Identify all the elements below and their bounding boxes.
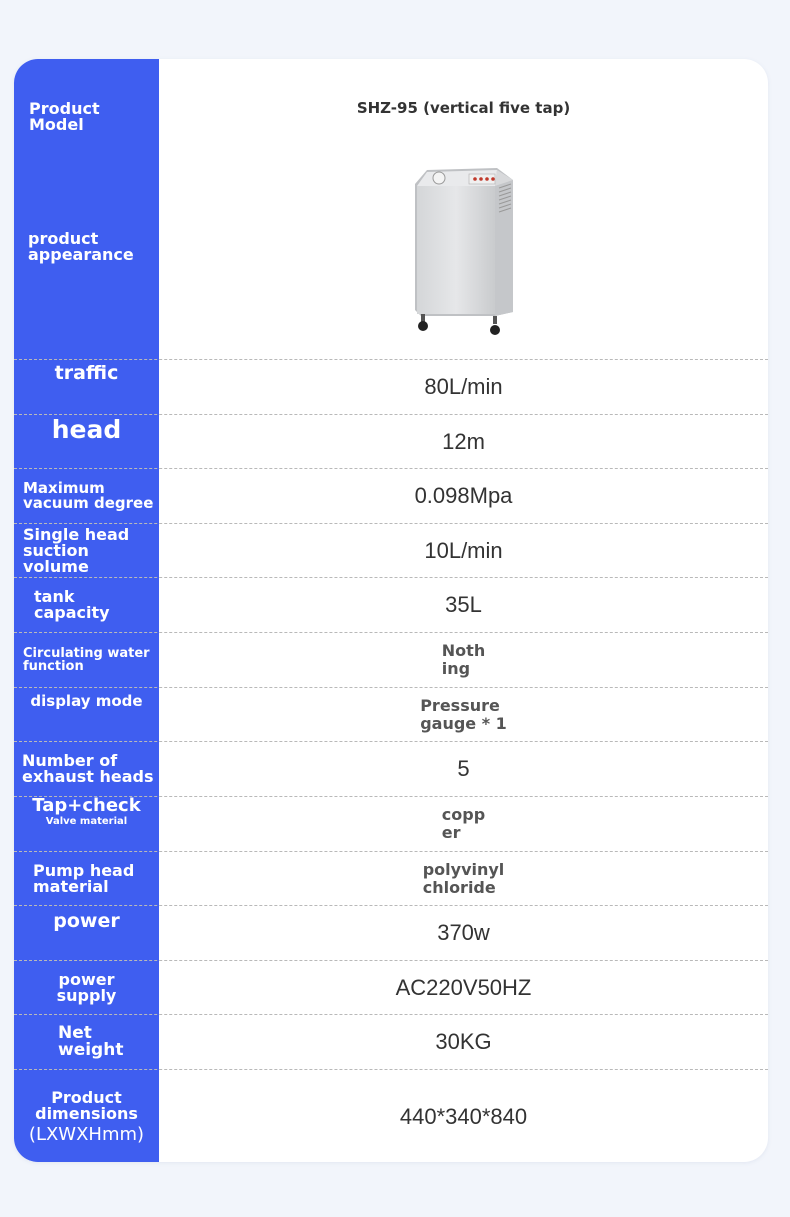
row-vacuum (14, 468, 768, 523)
value-line: ing (441, 659, 471, 678)
row-circulating (14, 632, 768, 687)
label-line: Single head (23, 525, 130, 544)
label-line: exhaust heads (22, 767, 154, 786)
value-vacuum: 0.098Mpa (414, 483, 513, 508)
label-line: Product (51, 1087, 122, 1107)
value-valve-material (159, 797, 768, 851)
value-head: 12m (442, 429, 485, 454)
label-appearance (14, 209, 159, 284)
row-power (14, 905, 768, 960)
row-exhaust (14, 741, 768, 796)
label-traffic: traffic (54, 362, 119, 384)
label-line: Pump head (33, 861, 135, 880)
label-line: supply (56, 986, 117, 1005)
value-line: Pressure (420, 696, 500, 716)
label-line: suction volume (23, 541, 89, 576)
row-net-weight (14, 1014, 768, 1069)
label-line: Circulating water (23, 646, 150, 661)
row-head (14, 414, 768, 469)
value-power-supply: AC220V50HZ (395, 975, 532, 1000)
row-tank (14, 577, 768, 632)
row-pump-head (14, 851, 768, 906)
label-power: power (53, 910, 120, 932)
value-line: er (441, 823, 461, 842)
label-suction (14, 524, 159, 578)
value-line: polyvinyl (422, 860, 505, 880)
label-subline: Valve material (45, 816, 128, 827)
value-pump-head (159, 852, 768, 906)
value-line: chloride (422, 878, 496, 897)
value-line: gauge * 1 (420, 714, 507, 733)
row-appearance (14, 209, 768, 284)
label-vacuum (14, 469, 159, 523)
label-exhaust (14, 742, 159, 796)
label-line: material (33, 877, 109, 896)
row-dimensions (14, 1069, 768, 1162)
row-display-mode (14, 687, 768, 742)
label-line: Number of (22, 751, 118, 770)
value-display-mode (159, 688, 768, 742)
label-line: dimensions (35, 1103, 138, 1123)
label-line: power (58, 970, 115, 989)
label-line: Maximum (23, 479, 105, 497)
row-power-supply (14, 960, 768, 1015)
value-line: copp (441, 805, 486, 825)
label-line: Model (29, 115, 84, 134)
label-line: vacuum degree (23, 494, 154, 512)
label-pump-head (14, 852, 159, 906)
label-line: Tap+check (32, 795, 141, 816)
label-circulating (14, 633, 159, 687)
label-line: Net (58, 1023, 92, 1043)
label-line: capacity (34, 603, 110, 622)
label-line: appearance (28, 244, 134, 264)
label-line: product (28, 228, 99, 248)
label-line: Product (29, 99, 100, 118)
value-traffic: 80L/min (424, 374, 503, 399)
label-head: head (51, 415, 122, 444)
value-dimensions: 440*340*840 (399, 1103, 528, 1129)
value-line: Noth (441, 641, 486, 661)
vacuum-pump-image (409, 164, 519, 336)
row-traffic (14, 359, 768, 414)
row-valve-material (14, 796, 768, 851)
label-tank (14, 578, 159, 632)
value-circulating (159, 633, 768, 687)
row-suction (14, 523, 768, 578)
label-line: function (23, 659, 84, 674)
value-net-weight: 30KG (435, 1029, 492, 1054)
label-line: weight (58, 1040, 124, 1060)
value-power: 370w (437, 920, 490, 945)
value-tank: 35L (445, 592, 482, 617)
label-power-supply (14, 961, 159, 1015)
value-exhaust: 5 (457, 756, 470, 781)
value-suction: 10L/min (424, 538, 503, 563)
value-product-model: SHZ-95 (vertical five tap) (356, 99, 571, 117)
label-net-weight (14, 1015, 159, 1069)
label-dimensions (14, 1070, 159, 1162)
spec-card (14, 59, 768, 1162)
label-subline: (LXWXHmm) (28, 1123, 145, 1145)
label-product-model (14, 59, 159, 133)
label-line: tank (34, 587, 75, 606)
label-display-mode: display mode (30, 692, 143, 710)
label-valve-material (14, 797, 159, 851)
